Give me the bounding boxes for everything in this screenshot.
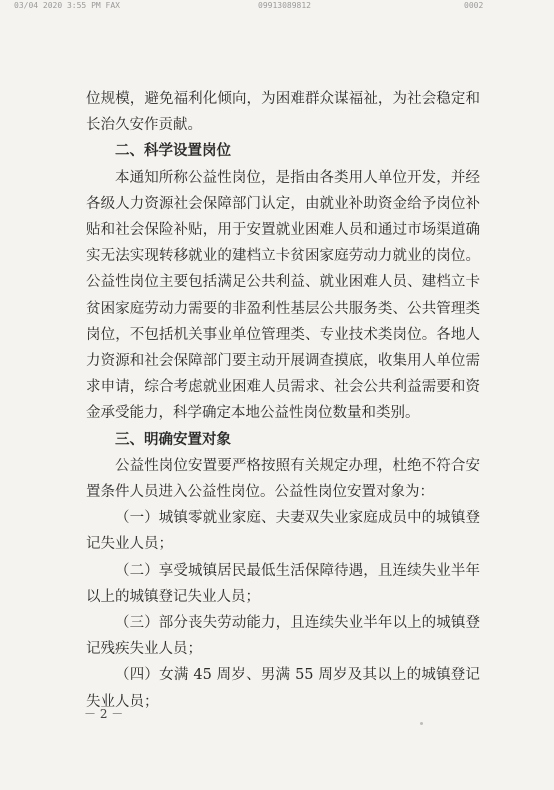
document-body	[86, 86, 480, 715]
page-number: － 2 －	[84, 707, 124, 721]
list-item-4: （四）女满 45 周岁、男满 55 周岁及其以上的城镇登记失业人员；	[86, 667, 480, 710]
list-item-3: （三）部分丧失劳动能力，且连续失业半年以上的城镇登记残疾失业人员；	[86, 615, 480, 658]
section-heading-3: 三、明确安置对象	[115, 430, 231, 448]
section-heading-2: 二、科学设置岗位	[115, 142, 231, 160]
paragraph-post-definition: 本通知所称公益性岗位，是指由各类用人单位开发，并经各级人力资源社会保障部门认定，由就业补助资金给予岗位补贴和社会保险补贴，用于安置就业困难人员和通过市场渠道确实无法实现转移就业的建档立卡贫困家庭劳动力就业的岗位。公益性岗位主要包括满足公共利益、就业困难人员、建档立卡贫困家庭劳动力需要的非盈利性基层公共服务类、公共管理类岗位，不包括机关事业单位管理类、专业技术类岗位。各地人力资源和社会保障部门要主动开展调查摸底，收集用人单位需求申请，综合考虑就业困难人员需求、社会公共利益需要和资金承受能力，科学确定本地公益性岗位数量和类别。	[86, 169, 480, 422]
scan-speck	[420, 722, 423, 725]
fax-timestamp: 03/04 2020 3:55 PM FAX	[14, 1, 120, 10]
list-item-1: （一）城镇零就业家庭、夫妻双失业家庭成员中的城镇登记失业人员；	[86, 510, 480, 553]
paragraph-continuation: 位规模，避免福利化倾向，为困难群众谋福祉，为社会稳定和长治久安作贡献。	[86, 91, 480, 134]
fax-header	[0, 0, 554, 14]
fax-page-code: 0002	[464, 1, 484, 10]
list-item-2: （二）享受城镇居民最低生活保障待遇，且连续失业半年以上的城镇登记失业人员；	[86, 562, 480, 605]
fax-number: 09913089812	[258, 1, 311, 10]
paragraph-placement-rules: 公益性岗位安置要严格按照有关规定办理，杜绝不符合安置条件人员进入公益性岗位。公益性岗位安置对象为：	[86, 457, 480, 501]
